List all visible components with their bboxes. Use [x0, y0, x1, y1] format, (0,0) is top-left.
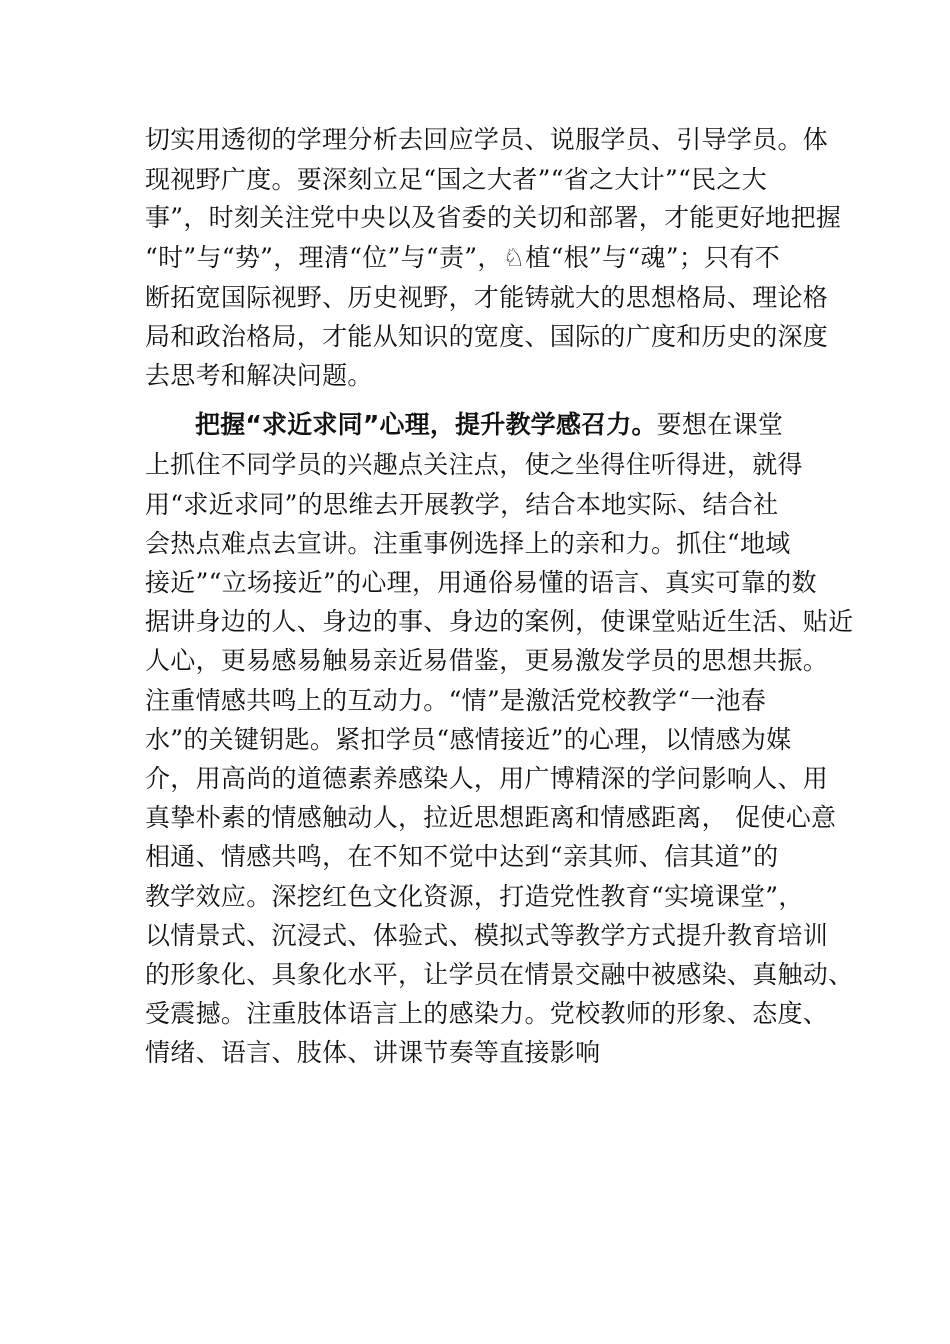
- paragraph-line: 相通、情感共鸣，在不知不觉中达到“亲其师、信其道”的: [145, 842, 779, 871]
- paragraph-line: 以情景式、沉浸式、体验式、模拟式等教学方式提升教育培训: [145, 921, 829, 950]
- paragraph-line: 去思考和解决问题。: [145, 361, 373, 390]
- paragraph-line: 介，用高尚的道德素养感染人，用广博精深的学问影响人、用: [145, 764, 829, 793]
- paragraph-line: 现视野广度。要深刻立足“国之大者”“省之大计”“民之大: [145, 165, 768, 194]
- paragraph-line-rest: 要想在课堂: [656, 410, 784, 439]
- paragraph-line: 真挚朴素的情感触动人，拉近思想距离和情感距离， 促使心意: [145, 803, 837, 832]
- paragraph-line: 注重情感共鸣上的互动力。“情”是激活党校教学“一池春: [145, 686, 767, 715]
- paragraph-line: 事”，时刻关注党中央以及省委的关切和部署，才能更好地把握: [145, 203, 842, 232]
- paragraph-line: 断拓宽国际视野、历史视野，才能铸就大的思想格局、理论格: [145, 283, 829, 312]
- paragraph-heading: 把握“求近求同”心理，提升教学感召力。: [195, 410, 657, 439]
- paragraph-line: 教学效应。深挖红色文化资源，打造党性教育“实境课堂”，: [145, 882, 804, 911]
- paragraph-line: 接近”“立场接近”的心理，用通俗易懂的语言、真实可靠的数: [145, 568, 817, 597]
- paragraph-first-line: [195, 410, 783, 440]
- paragraph-line: 局和政治格局，才能从知识的宽度、国际的广度和历史的深度: [145, 322, 829, 351]
- paragraph-line: 受震撼。注重肢体语言上的感染力。党校教师的形象、态度、: [145, 999, 829, 1028]
- paragraph-line: 用“求近求同”的思维去开展教学，结合本地实际、结合社: [145, 490, 779, 519]
- paragraph-line: 切实用透彻的学理分析去回应学员、说服学员、引导学员。体: [145, 125, 829, 154]
- paragraph-line: “时”与“势”，理清“位”与“责”，♘植“根”与“魂”；只有不: [145, 243, 781, 272]
- paragraph-line: 人心，更易感易触易亲近易借鉴，更易激发学员的思想共振。: [145, 646, 829, 675]
- paragraph-line: 会热点难点去宣讲。注重事例选择上的亲和力。抓住“地域: [145, 529, 791, 558]
- paragraph-line: 情绪、语言、肢体、讲课节奏等直接影响: [145, 1038, 601, 1067]
- paragraph-line: 水”的关键钥匙。紧扣学员“感情接近”的心理，以情感为媒: [145, 725, 792, 754]
- paragraph-line: 据讲身边的人、身边的事、身边的案例，使课堂贴近生活、贴近: [145, 607, 854, 636]
- paragraph-line: 的形象化、具象化水平，让学员在情景交融中被感染、真触动、: [145, 960, 854, 989]
- paragraph-line: 上抓住不同学员的兴趣点关注点，使之坐得住听得进，就得: [145, 450, 803, 479]
